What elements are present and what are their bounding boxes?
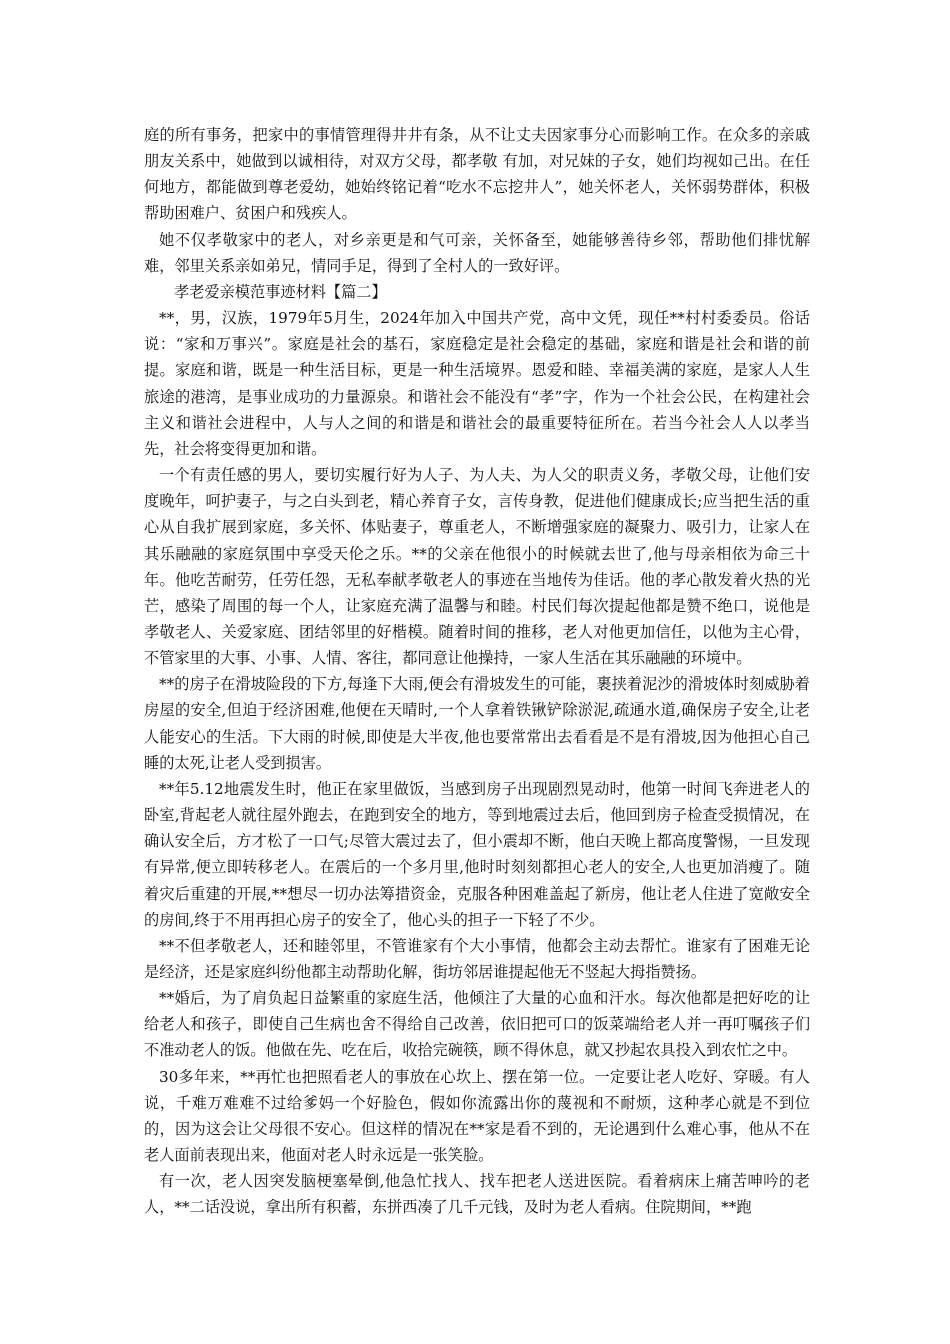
paragraph: 有一次，老人因突发脑梗塞晕倒,他急忙找人、找车把老人送进医院。看着病床上痛苦呻吟的老人，**二话没说，拿出所有积蓄，东拼西凑了几千元钱，及时为老人看病。住院期间，**跑 xyxy=(144,1172,810,1217)
paragraph: **的房子在滑坡险段的下方,每逢下大雨,便会有滑坡发生的可能，裹挟着泥沙的滑坡体时刻威胁着房屋的安全,但迫于经济困难,他便在天晴时,一个人拿着铁锹铲除淤泥,疏通水道,确保房子安全,让老人能安心的生活。下大雨的时候,即使是大半夜,他也要常常出去看看是不是有滑坡,因为他担心自己睡的太死,让老人受到损害。 xyxy=(144,675,810,772)
paragraph: **不但孝敬老人，还和睦邻里，不管谁家有个大小事情，他都会主动去帮忙。谁家有了困难无论是经济，还是家庭纠纷他都主动帮助化解，街坊邻居谁提起他无不竖起大拇指赞扬。 xyxy=(144,936,810,981)
paragraph: 她不仅孝敬家中的老人，对乡亲更是和气可亲，关怀备至，她能够善待乡邻，帮助他们排忧解难，邻里关系亲如弟兄，情同手足，得到了全村人的一致好评。 xyxy=(144,230,810,275)
paragraph: **婚后，为了肩负起日益繁重的家庭生活，他倾注了大量的心血和汗水。每次他都是把好吃的让给老人和孩子，即使自己生病也舍不得给自己改善，依旧把可口的饭菜端给老人并一再叮嘱孩子们不准动老人的饭。他做在先、吃在后，收拾完碗筷，顾不得休息，就又抄起农具投入到农忙之中。 xyxy=(144,989,810,1060)
paragraph: 30多年来，**再忙也把照看老人的事放在心坎上、摆在第一位。一定要让老人吃好、穿暖。有人说，千难万难难不过给爹妈一个好脸色，假如你流露出你的蔑视和不耐烦，这种孝心就是不到位的，因为这会让父母很不安心。但这样的情况在**家是看不到的，无论遇到什么难心事，他从不在老人面前表现出来，他面对老人时永远是一张笑脸。 xyxy=(144,1067,810,1165)
paragraph: 一个有责任感的男人，要切实履行好为人子、为人夫、为人父的职责义务，孝敬父母，让他们安度晚年，呵护妻子，与之白头到老，精心养育子女，言传身教，促进他们健康成长;应当把生活的重心从自我扩展到家庭，多关怀、体贴妻子，尊重老人，不断增强家庭的凝聚力、吸引力，让家人在其乐融融的家庭氛围中享受天伦之乐。**的父亲在他很小的时候就去世了,他与母亲相依为命三十年。他吃苦耐劳，任劳任怨，无私奉献孝敬老人的事迹在当地传为佳话。他的孝心散发着火热的光芒，感染了周围的每一个人，让家庭充满了温馨与和睦。村民们每次提起他都是赞不绝口，说他是孝敬老人、关爱家庭、团结邻里的好楷模。随着时间的推移，老人对他更加信任，以他为主心骨，不管家里的大事、小事、人情、客往，都同意让他操持，一家人生活在其乐融融的环境中。 xyxy=(144,466,810,668)
section-heading: 孝老爱亲模范事迹材料【篇二】 xyxy=(174,282,387,301)
paragraph: **年5.12地震发生时，他正在家里做饭，当感到房子出现剧烈晃动时，他第一时间飞奔进老人的卧室,背起老人就往屋外跑去，在跑到安全的地方，等到地震过去后，他回到房子检查受损情况，在确认安全后，方才松了一口气;尽管大震过去了，但小震却不断，他白天晚上都高度警惕，一旦发现有异常,便立即转移老人。在震后的一个多月里,他时时刻刻都担心老人的安全,人也更加消瘦了。随着灾后重建的开展,**想尽一切办法筹措资金，克服各种困难盖起了新房，他让老人住进了宽敞安全的房间,终于不用再担心房子的安全了，他心头的担子一下轻了不少。 xyxy=(144,779,810,929)
paragraph-continuation: 庭的所有事务，把家中的事情管理得井井有条，从不让丈夫因家事分心而影响工作。在众多的亲戚朋友关系中，她做到以诚相待，对双方父母，都孝敬 有加，对兄妹的子女，她们均视如己出。在任何地方，都能做到尊老爱幼，她始终铭记着“吃水不忘挖井人”，她关怀老人，关怀弱势群体，积极帮助困难户、贫困户和残疾人。 xyxy=(144,126,810,223)
document-body xyxy=(144,122,810,1221)
paragraph: **，男，汉族，1979年5月生，2024年加入中国共产党，高中文凭，现任**村村委委员。俗话说：“家和万事兴”。家庭是社会的基石，家庭稳定是社会稳定的基础，家庭和谐是社会和谐的前提。家庭和谐，既是一种生活目标，更是一种生活境界。恩爱和睦、幸福美满的家庭，是家人人生旅途的港湾，是事业成功的力量源泉。和谐社会不能没有“孝”字，作为一个社会公民，在构建社会主义和谐社会进程中，人与人之间的和谐是和谐社会的最重要特征所在。若当今社会人人以孝当先，社会将变得更加和谐。 xyxy=(144,309,810,458)
